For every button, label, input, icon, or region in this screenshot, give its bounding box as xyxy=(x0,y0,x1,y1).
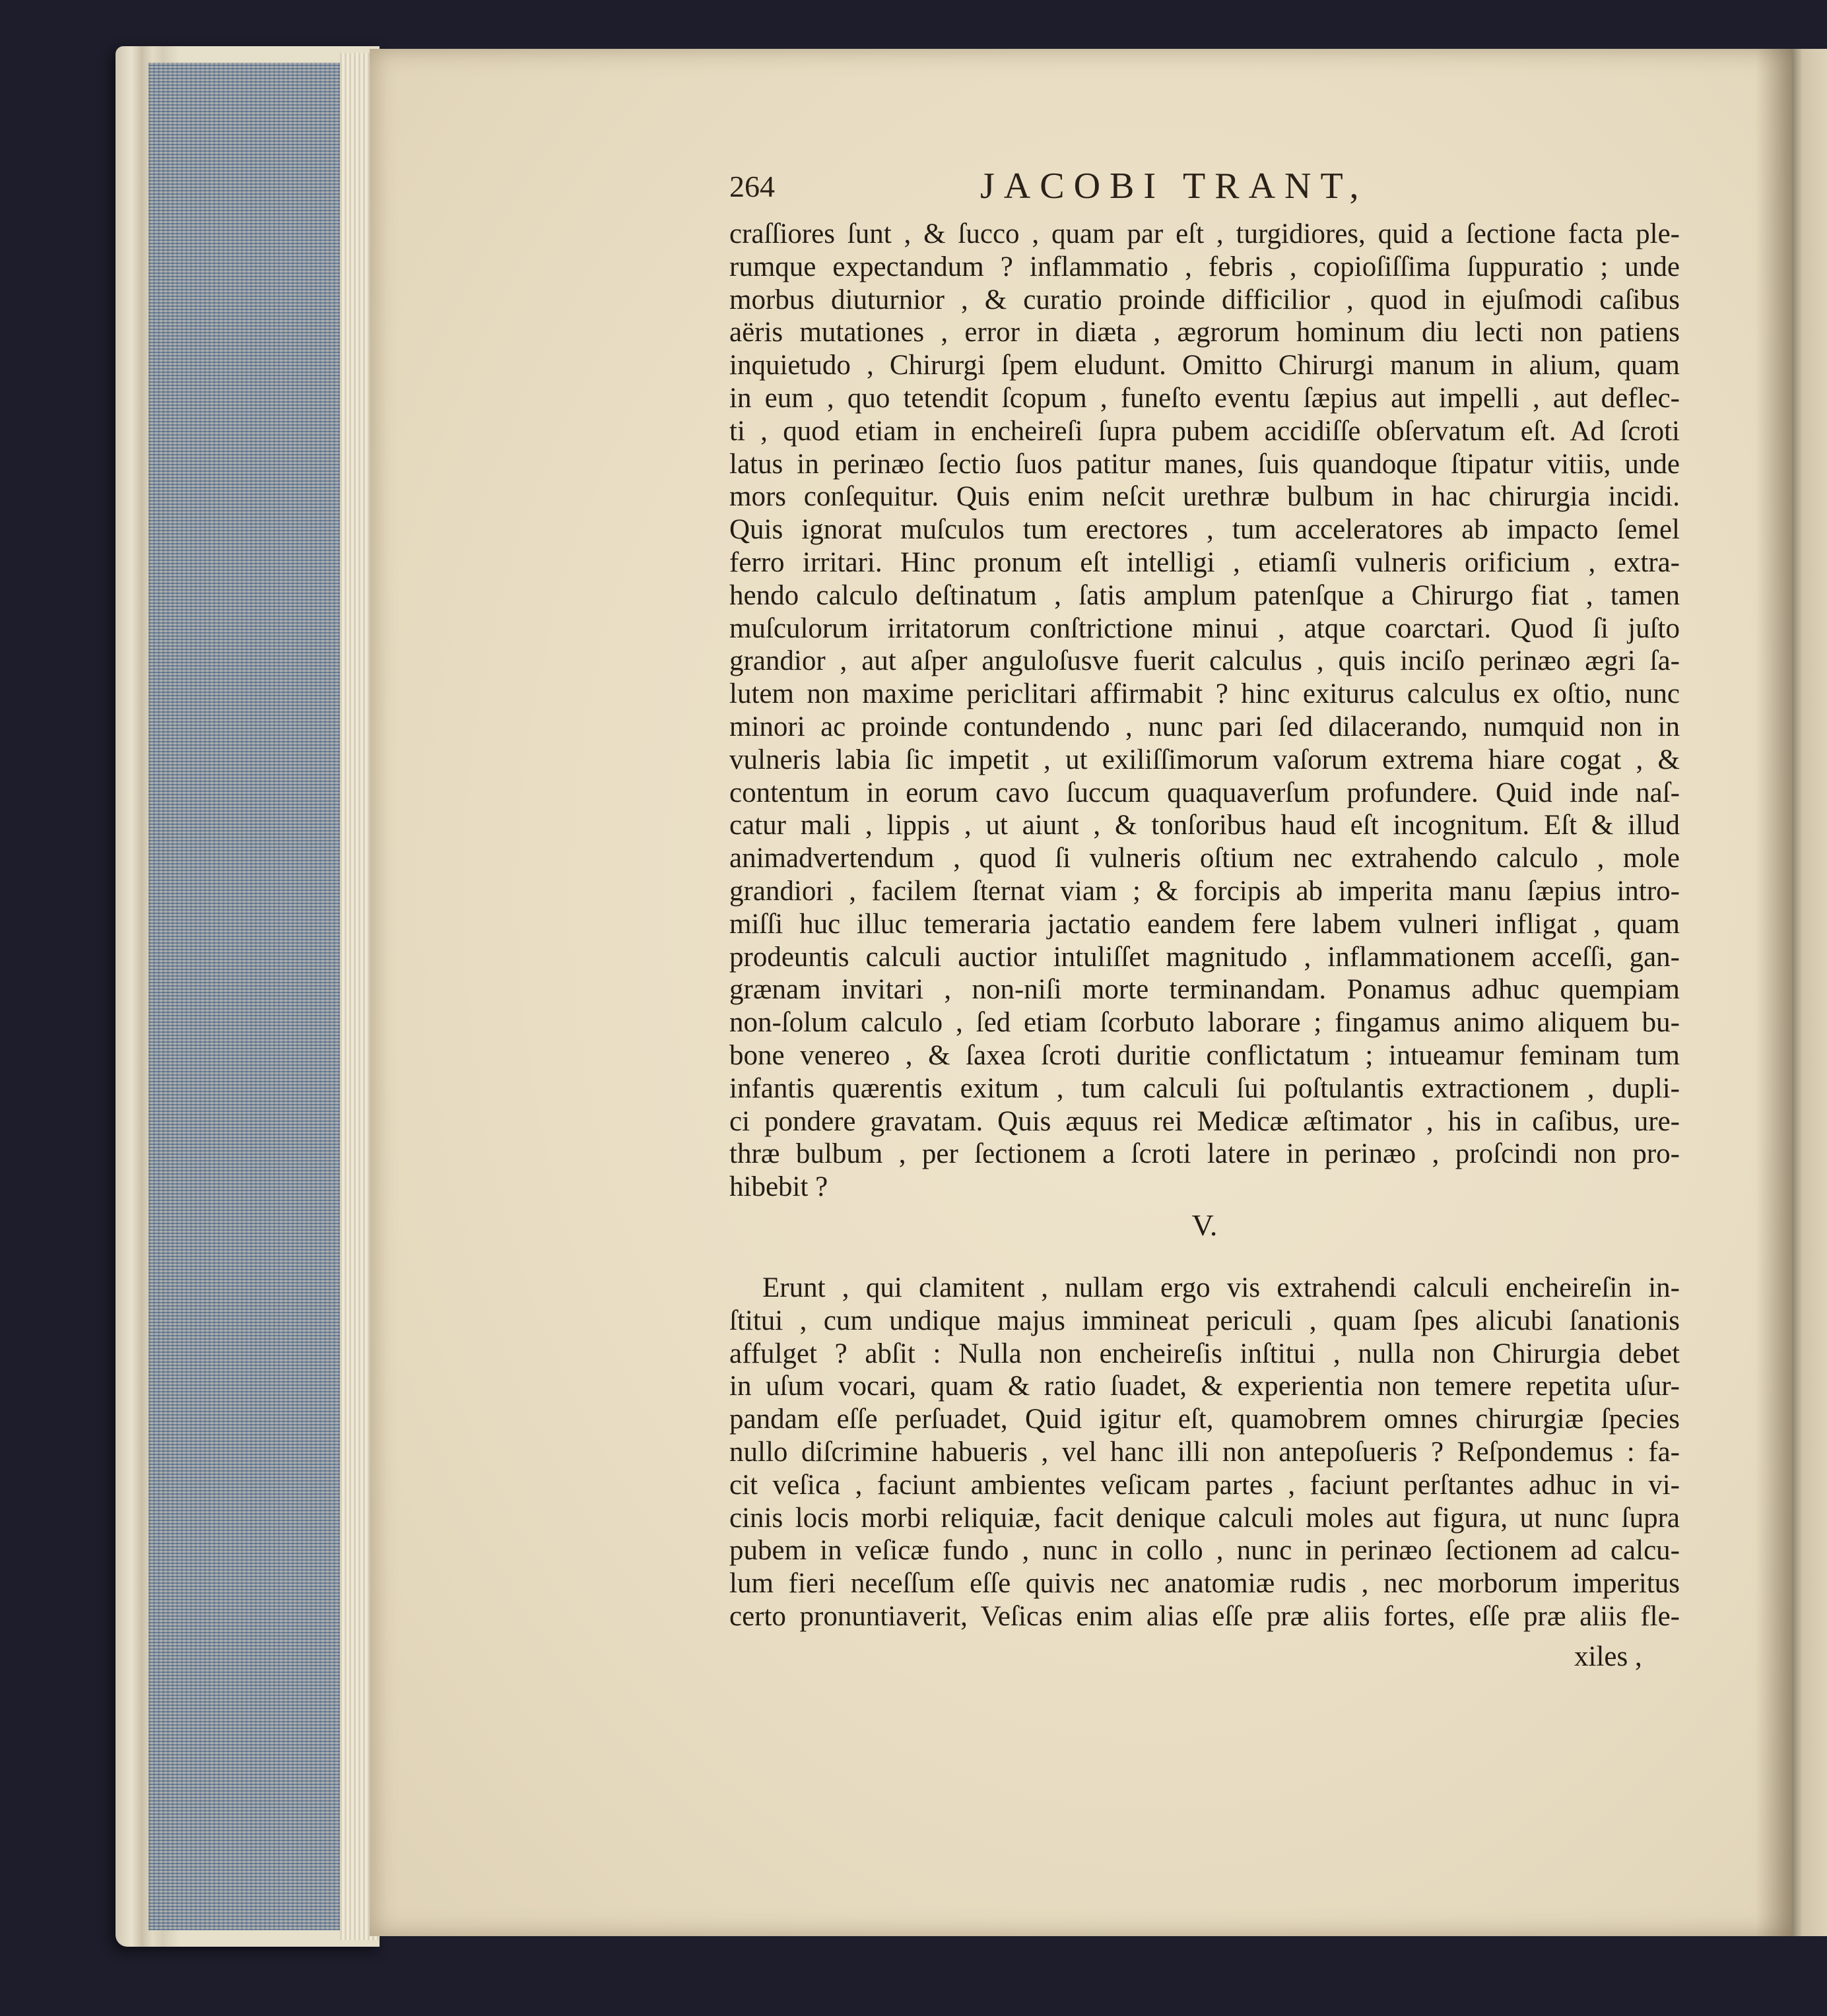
text-line: ti , quod etiam in encheireſi ſupra pubem accidiſſe obſervatum eſt. Ad ſcroti xyxy=(729,415,1680,447)
text-line: hibebit ? xyxy=(729,1171,828,1203)
text-line: pandam eſſe perſuadet, Quid igitur eſt, quamobrem omnes chirurgiæ ſpecies xyxy=(729,1404,1680,1435)
facing-page-edge xyxy=(1792,49,1827,1936)
text-line: inquietudo , Chirurgi ſpem eludunt. Omitto Chirurgi manum in alium, quam xyxy=(729,350,1680,381)
text-line: minori ac proinde contundendo , nunc pari ſed dilacerando, numquid non in xyxy=(729,711,1680,742)
page-number: 264 xyxy=(729,170,775,203)
text-line: certo pronuntiaverit, Veſicas enim alias eſſe præ aliis fortes, eſſe præ aliis fle- xyxy=(729,1600,1680,1632)
page-header xyxy=(729,165,1680,218)
running-title: JACOBI TRANT, xyxy=(980,166,1368,207)
text-line: catur mali , lippis , ut aiunt , & tonſoribus haud eſt incognitum. Eſt & illud xyxy=(729,810,1680,841)
text-line: thræ bulbum , per ſectionem a ſcroti latere in perinæo , proſcindi non pro- xyxy=(729,1138,1680,1170)
text-line: morbus diuturnior , & curatio proinde difficilior , quod in ejuſmodi caſibus xyxy=(729,284,1680,315)
text-line: ſtitui , cum undique majus immineat periculi , quam ſpes alicubi ſanationis xyxy=(729,1305,1680,1336)
text-line: miſſi huc illuc temeraria jactatio eandem fere labem vulneri infligat , quam xyxy=(729,908,1680,940)
text-line: prodeuntis calculi auctior intuliſſet magnitudo , inflammationem acceſſi, gan- xyxy=(729,941,1680,973)
speckled-page-edges xyxy=(149,63,340,1930)
text-line: lutem non maxime periclitari affirmabit ? hinc exiturus calculus ex oſtio, nunc xyxy=(729,678,1680,710)
text-line: aëris mutationes , error in diæta , ægrorum hominum diu lecti non patiens xyxy=(729,317,1680,348)
text-line: muſculorum irritatorum conſtrictione minui , atque coarctari. Quod ſi juſto xyxy=(729,612,1680,644)
text-line: mors conſequitur. Quis enim neſcit urethræ bulbum in hac chirurgia incidi. xyxy=(729,481,1680,513)
text-line: in eum , quo tetendit ſcopum , funeſto eventu ſæpius aut impelli , aut deflec- xyxy=(729,382,1680,414)
paragraph-2 xyxy=(729,1272,1680,1633)
text-line: nullo diſcrimine habueris , vel hanc illi non antepoſueris ? Reſpondemus : fa- xyxy=(729,1436,1680,1468)
paragraph-1 xyxy=(729,218,1680,1204)
text-line: infantis quærentis exitum , tum calculi ſui poſtulantis extractionem , dupli- xyxy=(729,1072,1680,1104)
text-line: cinis locis morbi reliquiæ, facit denique calculi moles aut figura, ut nunc ſupra xyxy=(729,1502,1680,1534)
catchword: xiles , xyxy=(1574,1641,1642,1672)
text-line: Erunt , qui clamitent , nullam ergo vis extrahendi calculi encheireſin in- xyxy=(762,1272,1680,1303)
text-line: lum fieri neceſſum eſſe quivis nec anatomiæ rudis , nec morborum imperitus xyxy=(729,1568,1680,1600)
text-line: grænam invitari , non-niſi morte terminandam. Ponamus adhuc quempiam xyxy=(729,974,1680,1006)
text-line: contentum in eorum cavo ſuccum quaquaverſum profundere. Quid inde naſ- xyxy=(729,777,1680,808)
text-line: pubem in veſicæ fundo , nunc in collo , nunc in perinæo ſectionem ad calcu- xyxy=(729,1535,1680,1567)
text-line: affulget ? abſit : Nulla non encheireſis inſtitui , nulla non Chirurgia debet xyxy=(729,1338,1680,1369)
text-line: vulneris labia ſic impetit , ut exiliſſimorum vaſorum extrema hiare cogat , & xyxy=(729,744,1680,775)
text-line: bone venereo , & ſaxea ſcroti duritie conflictatum ; intueamur feminam tum xyxy=(729,1039,1680,1071)
gutter-shadow xyxy=(1756,49,1795,1936)
text-line: hendo calculo deſtinatum , ſatis amplum patenſque a Chirurgo fiat , tamen xyxy=(729,579,1680,611)
text-line: grandior , aut aſper anguloſusve fuerit calculus , quis inciſo perinæo ægri ſa- xyxy=(729,645,1680,677)
text-line: animadvertendum , quod ſi vulneris oſtium nec extrahendo calculo , mole xyxy=(729,843,1680,874)
text-line: in uſum vocari, quam & ratio ſuadet, & experientia non temere repetita uſur- xyxy=(729,1371,1680,1402)
text-line: craſſiores ſunt , & ſucco , quam par eſt , turgidiores, quid a ſectione facta ple- xyxy=(729,218,1680,249)
text-line: rumque expectandum ? inflammatio , febris , copioſiſſima ſuppuratio ; unde xyxy=(729,251,1680,282)
text-line: ferro irritari. Hinc pronum eſt intelligi , etiamſi vulneris orificium , extra- xyxy=(729,546,1680,578)
text-line: cit veſica , faciunt ambientes veſicam partes , faciunt perſtantes adhuc in vi- xyxy=(729,1469,1680,1501)
text-line: grandiori , facilem ſternat viam ; & forcipis ab imperita manu ſæpius intro- xyxy=(729,875,1680,907)
text-line: non-ſolum calculo , ſed etiam ſcorbuto laborare ; fingamus animo aliquem bu- xyxy=(729,1007,1680,1039)
text-line: ci pondere gravatam. Quis æquus rei Medicæ æſtimator , his in caſibus, ure- xyxy=(729,1105,1680,1137)
text-line: latus in perinæo ſectio ſuos patitur manes, ſuis quandoque ſtipatur vitiis, unde xyxy=(729,448,1680,480)
text-line: Quis ignorat muſculos tum erectores , tum acceleratores ab impacto ſemel xyxy=(729,514,1680,546)
section-heading: V. xyxy=(1191,1208,1218,1242)
